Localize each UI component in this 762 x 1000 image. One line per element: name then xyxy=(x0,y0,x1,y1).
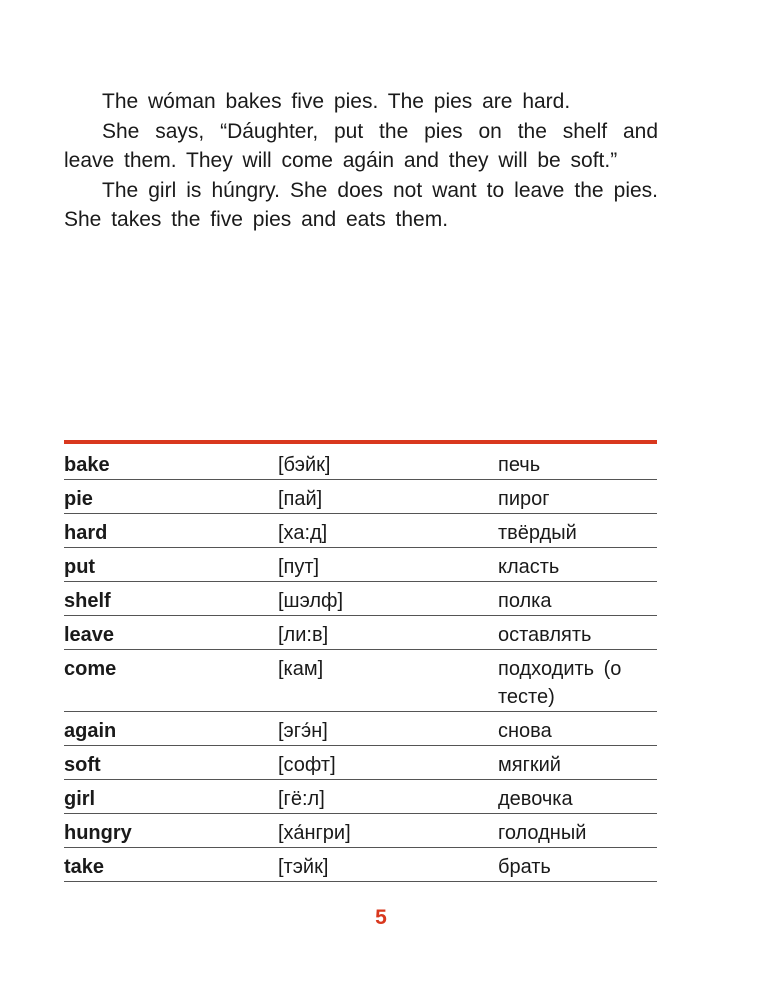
page-number: 5 xyxy=(375,906,387,929)
vocabulary-top-rule xyxy=(64,440,657,444)
vocabulary-translation: брать xyxy=(498,856,551,878)
vocabulary-row xyxy=(64,548,657,582)
vocabulary-word: hard xyxy=(64,522,108,544)
vocabulary-transcription: [бэйк] xyxy=(278,454,331,476)
vocabulary-transcription: [софт] xyxy=(278,754,336,776)
story-paragraph-3: The girl is húngry. She does not want to leave the pies. She takes the five pies and eats them. xyxy=(64,178,658,231)
story-paragraph-2: She says, “Dáughter, put the pies on the shelf and leave them. They will come agáin and they will be soft.” xyxy=(64,119,658,172)
vocabulary-row xyxy=(64,582,657,616)
vocabulary-word: take xyxy=(64,856,105,878)
vocabulary-row xyxy=(64,712,657,746)
vocabulary-translation: снова xyxy=(498,720,552,742)
vocabulary-word: hungry xyxy=(64,822,132,844)
vocabulary-table xyxy=(64,446,657,882)
vocabulary-row xyxy=(64,650,657,712)
vocabulary-translation: девочка xyxy=(498,788,573,810)
vocabulary-word: bake xyxy=(64,454,110,476)
vocabulary-transcription: [гё:л] xyxy=(278,788,325,810)
vocabulary-row xyxy=(64,780,657,814)
vocabulary-transcription: [эгэ́н] xyxy=(278,720,328,742)
vocabulary-row xyxy=(64,814,657,848)
vocabulary-transcription: [пут] xyxy=(278,556,320,578)
story-text xyxy=(64,87,658,235)
vocabulary-word: put xyxy=(64,556,96,578)
vocabulary-transcription: [кам] xyxy=(278,658,324,680)
vocabulary-row xyxy=(64,616,657,650)
vocabulary-word: come xyxy=(64,658,117,680)
vocabulary-word: pie xyxy=(64,488,93,510)
vocabulary-transcription: [ха:д] xyxy=(278,522,328,544)
vocabulary-transcription: [ли:в] xyxy=(278,624,329,646)
vocabulary-word: girl xyxy=(64,788,96,810)
vocabulary-transcription: [пай] xyxy=(278,488,323,510)
vocabulary-transcription: [ха́нгри] xyxy=(278,822,351,844)
vocabulary-translation: твёрдый xyxy=(498,522,577,544)
vocabulary-row xyxy=(64,480,657,514)
vocabulary-translation: пирог xyxy=(498,488,550,510)
vocabulary-row xyxy=(64,746,657,780)
vocabulary-row xyxy=(64,848,657,882)
vocabulary-transcription: [тэйк] xyxy=(278,856,329,878)
vocabulary-word: leave xyxy=(64,624,115,646)
vocabulary-translation: оставлять xyxy=(498,624,592,646)
story-paragraph-1: The wóman bakes five pies. The pies are hard. xyxy=(102,90,571,113)
vocabulary-translation: голодный xyxy=(498,822,587,844)
vocabulary-translation: печь xyxy=(498,454,541,476)
vocabulary-word: shelf xyxy=(64,590,111,612)
vocabulary-translation: мягкий xyxy=(498,754,561,776)
vocabulary-translation: подходить (о тесте) xyxy=(498,658,622,708)
vocabulary-translation: полка xyxy=(498,590,552,612)
vocabulary-transcription: [шэлф] xyxy=(278,590,344,612)
vocabulary-row xyxy=(64,514,657,548)
vocabulary-word: soft xyxy=(64,754,101,776)
vocabulary-translation: класть xyxy=(498,556,560,578)
vocabulary-row xyxy=(64,446,657,480)
vocabulary-word: again xyxy=(64,720,117,742)
